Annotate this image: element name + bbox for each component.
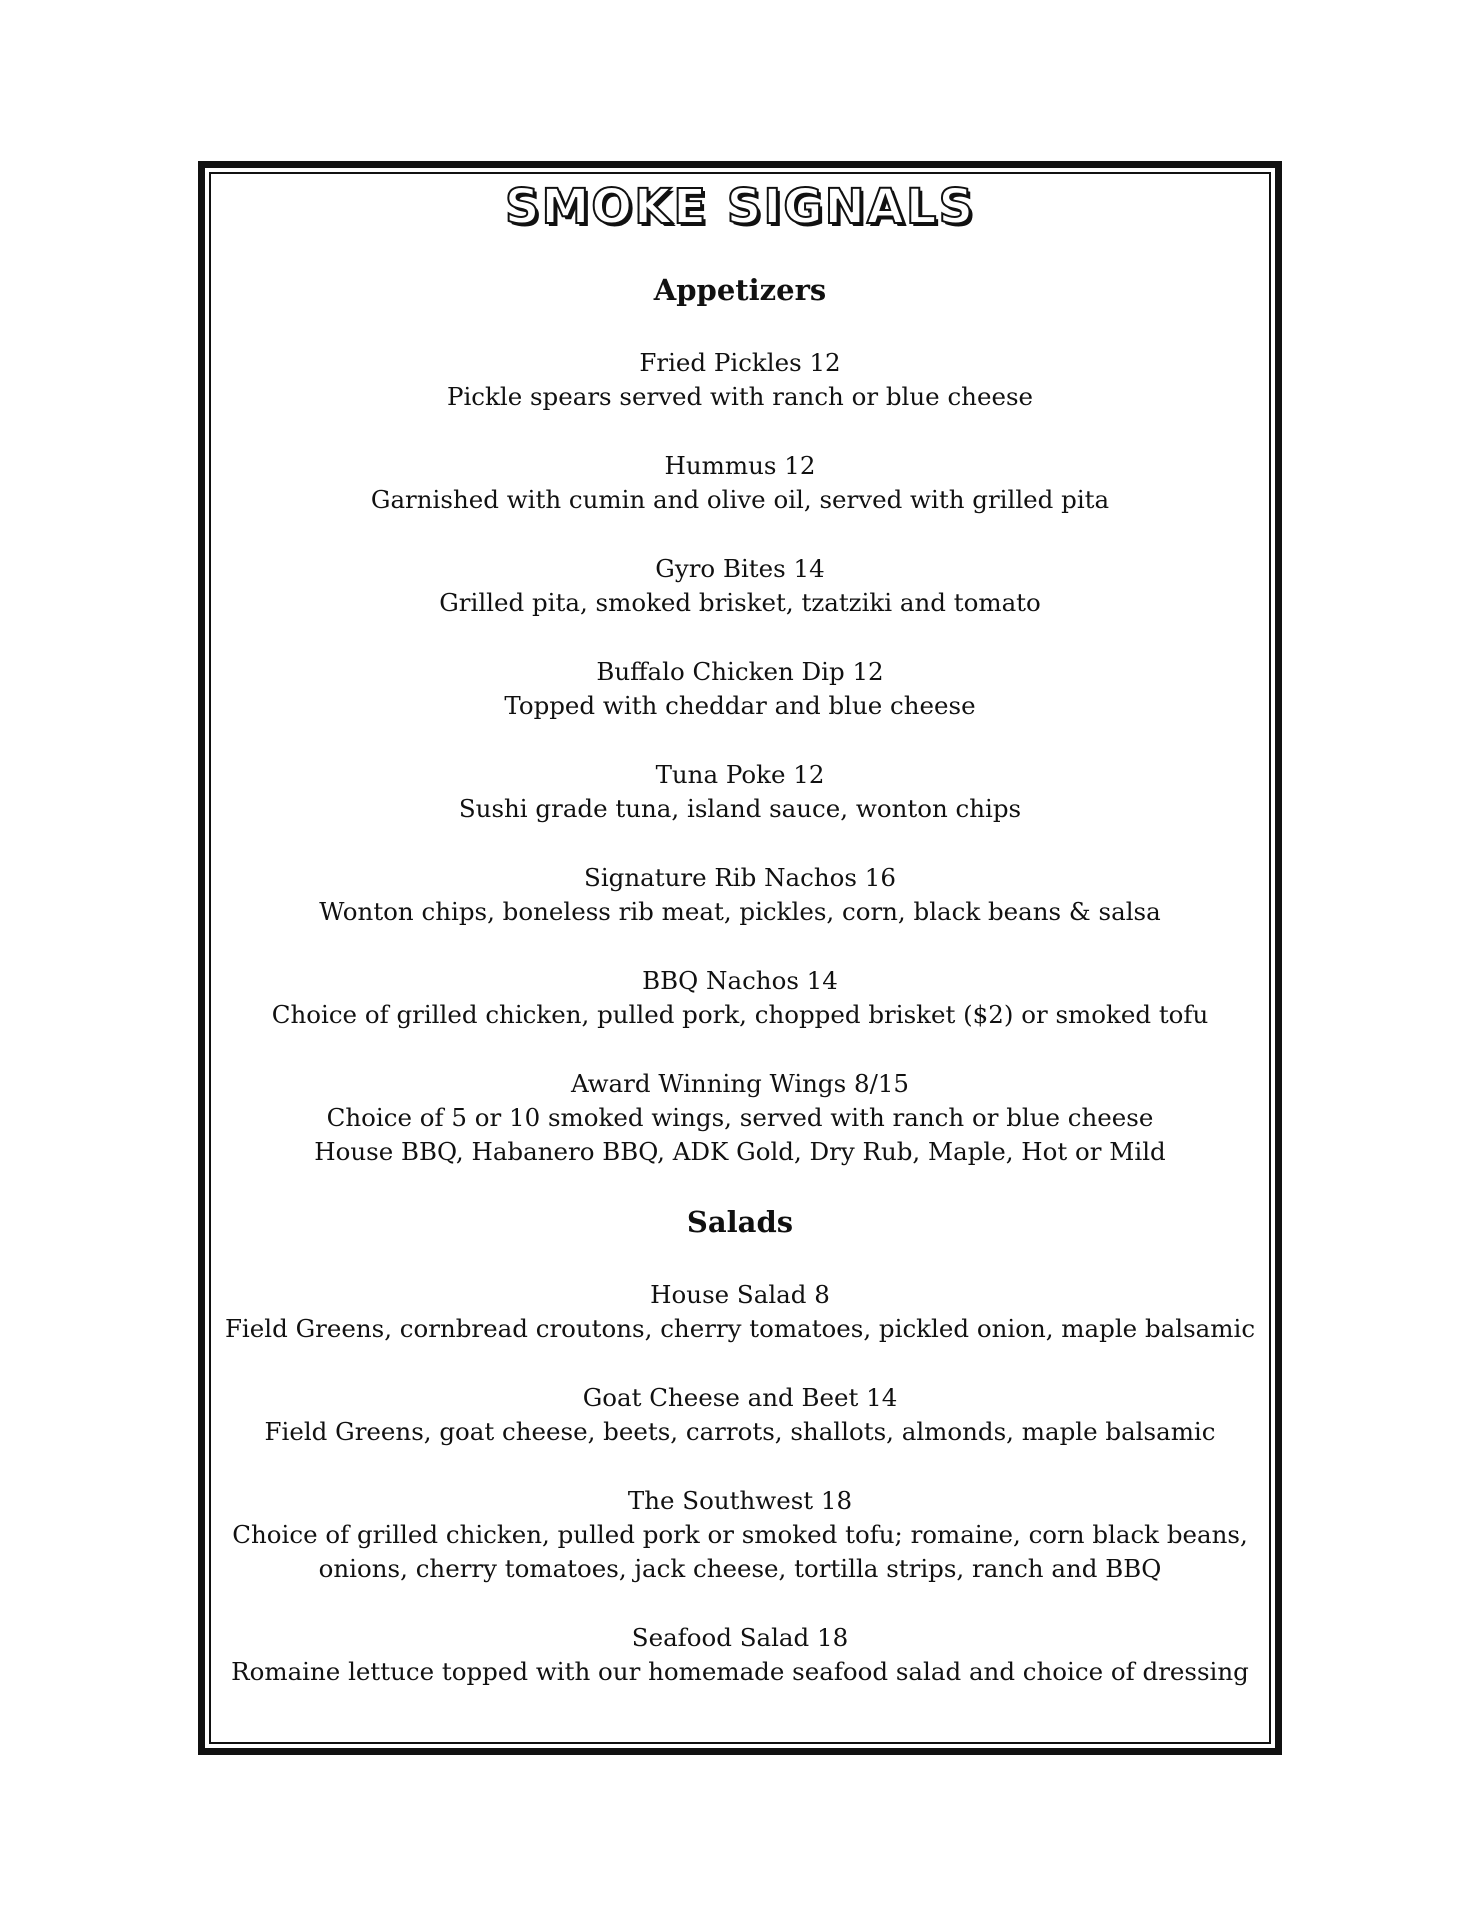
item-name: Award Winning Wings 8/15 [570,1069,909,1098]
item-description: Choice of 5 or 10 smoked wings, served with ranch or blue cheese [326,1103,1154,1132]
menu-item [198,1278,1282,1346]
item-description: Romaine lettuce topped with our homemade seafood salad and choice of dressing [231,1657,1249,1686]
menu-item [198,1381,1282,1449]
item-description: Sushi grade tuna, island sauce, wonton chips [458,794,1022,823]
menu-item [198,861,1282,929]
item-name: Fried Pickles 12 [639,348,841,377]
menu-item [198,552,1282,620]
item-description: Pickle spears served with ranch or blue cheese [446,382,1034,411]
menu-item [198,655,1282,723]
menu-item [198,1621,1282,1689]
section-heading-salads: Salads [686,1205,794,1239]
item-description: Choice of grilled chicken, pulled pork, chopped brisket ($2) or smoked tofu [271,1000,1209,1029]
item-name: Signature Rib Nachos 16 [584,863,896,892]
menu-item [198,1067,1282,1169]
menu-item [198,1484,1282,1586]
item-description: onions, cherry tomatoes, jack cheese, tortilla strips, ranch and BBQ [318,1554,1162,1583]
item-description: Field Greens, goat cheese, beets, carrots, shallots, almonds, maple balsamic [264,1417,1216,1446]
menu-item [198,449,1282,517]
item-name: Gyro Bites 14 [655,554,825,583]
item-description: House BBQ, Habanero BBQ, ADK Gold, Dry Rub, Maple, Hot or Mild [314,1137,1166,1166]
item-name: Seafood Salad 18 [631,1623,849,1652]
item-name: House Salad 8 [650,1280,830,1309]
item-description: Choice of grilled chicken, pulled pork or smoked tofu; romaine, corn black beans, [232,1520,1248,1549]
menu-item [198,346,1282,414]
section-heading-appetizers: Appetizers [653,273,827,307]
item-name: Tuna Poke 12 [655,760,825,789]
item-name: Buffalo Chicken Dip 12 [596,657,884,686]
item-name: Goat Cheese and Beet 14 [582,1383,898,1412]
item-name: BBQ Nachos 14 [642,966,838,995]
item-description: Grilled pita, smoked brisket, tzatziki and tomato [439,588,1041,617]
item-description: Garnished with cumin and olive oil, served with grilled pita [370,485,1110,514]
menu-item [198,964,1282,1032]
menu-item [198,758,1282,826]
item-description: Wonton chips, boneless rib meat, pickles, corn, black beans & salsa [319,897,1161,926]
item-name: Hummus 12 [664,451,816,480]
item-description: Field Greens, cornbread croutons, cherry tomatoes, pickled onion, maple balsamic [224,1314,1256,1343]
item-description: Topped with cheddar and blue cheese [504,691,976,720]
menu-title: SMOKE SIGNALS [504,179,976,235]
item-name: The Southwest 18 [627,1486,853,1515]
